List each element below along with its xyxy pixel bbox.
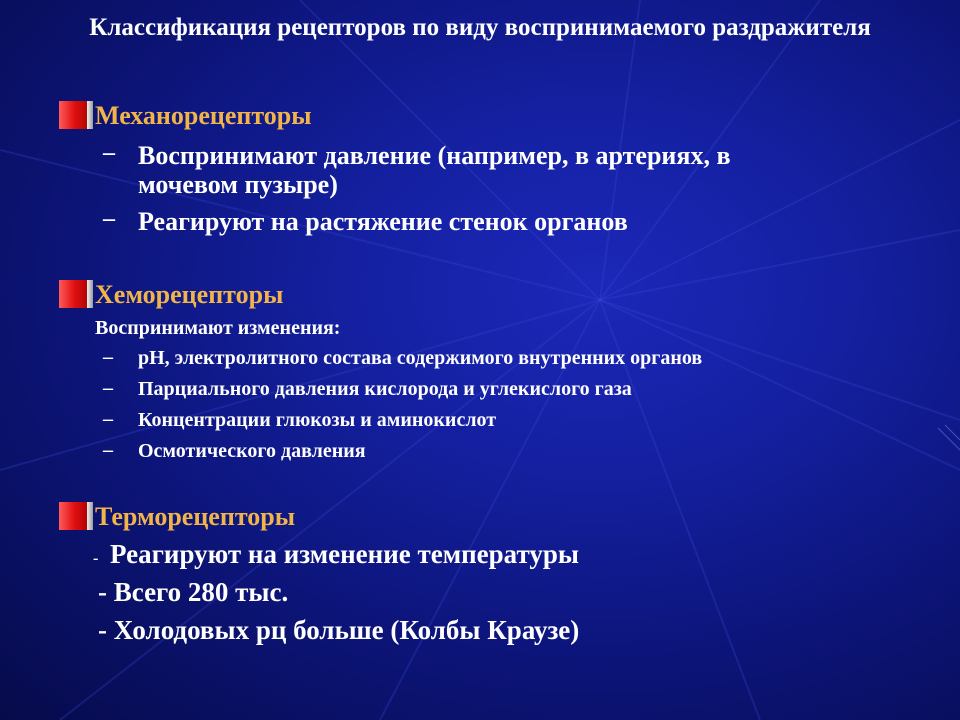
section-bullet-mechano: [59, 101, 93, 129]
section-bullet-chemo: [59, 280, 93, 308]
chemo-item-4: Осмотического давления: [138, 440, 366, 462]
thermo-item-3: - Холодовых рц больше (Колбы Краузе): [98, 615, 580, 645]
chemo-item-1: pH, электролитного состава содержимого внутренних органов: [138, 347, 703, 369]
small-dash: -: [93, 550, 99, 567]
slide-title: Классификация рецепторов по виду воспринимаемого раздражителя: [89, 14, 871, 41]
heading-thermoreceptors: Терморецепторы: [95, 502, 296, 531]
mechano-item-1-cont: мочевом пузыре): [138, 170, 338, 199]
mechano-item-2: Реагируют на растяжение стенок органов: [138, 207, 628, 236]
dash-icon: –: [103, 346, 113, 368]
dash-icon: –: [103, 408, 113, 430]
chemo-item-2: Парциального давления кислорода и углекислого газа: [138, 378, 632, 400]
mechano-item-1: Воспринимают давление (например, в артериях, в: [138, 141, 731, 170]
dash-icon: –: [103, 439, 113, 461]
chemo-intro: Воспринимают изменения:: [95, 317, 341, 339]
dash-icon: –: [103, 377, 113, 399]
dash-icon: –: [103, 206, 115, 232]
thermo-item-1: Реагируют на изменение температуры: [110, 539, 579, 569]
thermo-item-2: - Всего 280 тыс.: [98, 577, 289, 607]
dash-icon: –: [103, 140, 115, 166]
heading-mechanoreceptors: Механорецепторы: [95, 101, 312, 130]
chemo-item-3: Концентрации глюкозы и аминокислот: [138, 409, 497, 431]
section-bullet-thermo: [59, 502, 93, 530]
heading-chemoreceptors: Хеморецепторы: [95, 280, 284, 309]
